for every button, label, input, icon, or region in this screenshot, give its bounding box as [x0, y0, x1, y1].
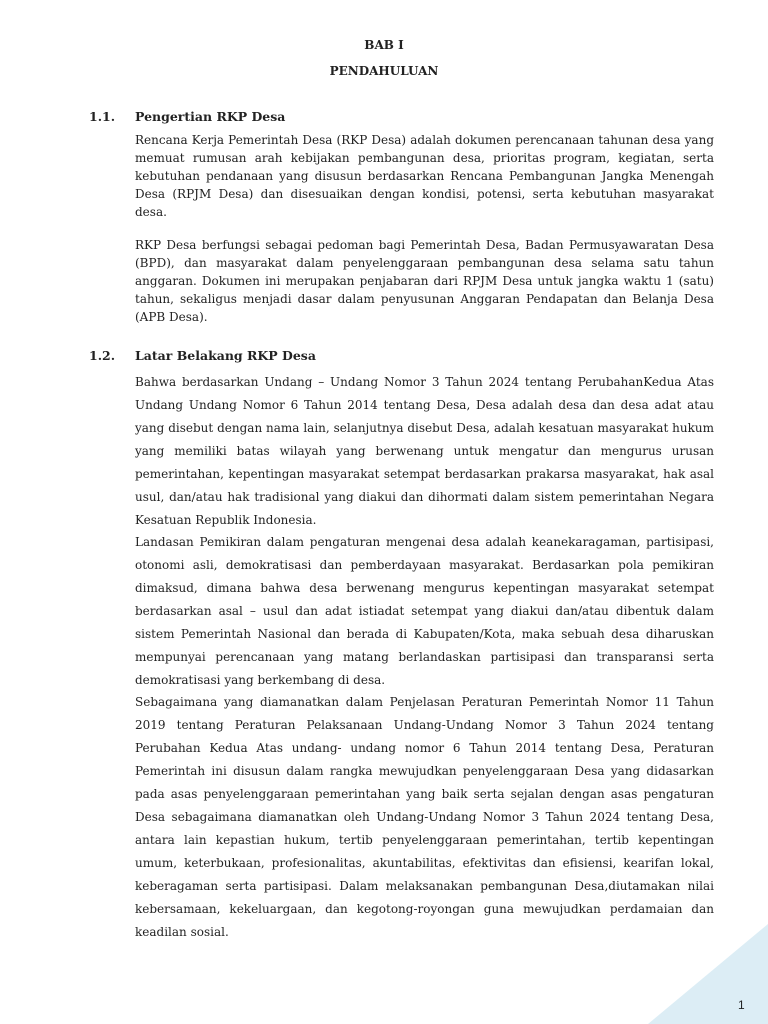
paragraph: Landasan Pemikiran dalam pengaturan mengenai desa adalah keanekaragaman, partisipasi, otonomi asli, demokratisasi dan pemberdayaan masyarakat. Berdasarkan pola pemikiran dimaksud, dimana bahwa desa berwenang mengurus kepentingan masyarakat setempat berdasarkan asal – usul dan adat istiadat setempat yang diakui dan/atau dibentuk dalam sistem Pemerintah Nasional dan berada di Kabupaten/Kota, maka sebuah desa diharuskan mempunyai perencanaan yang matang berlandaskan partisipasi dan transparansi serta demokratisasi yang berkembang di desa. [135, 535, 714, 687]
section-number: 1.2. [89, 348, 116, 363]
section-heading: Latar Belakang RKP Desa [135, 348, 316, 363]
paragraph: Rencana Kerja Pemerintah Desa (RKP Desa) adalah dokumen perencanaan tahunan desa yang memuat rumusan arah kebijakan pembangunan desa, prioritas program, kegiatan, serta kebutuhan pendanaan yang disusun berdasarkan Rencana Pembangunan Jangka Menengah Desa (RPJM Desa) dan disesuaikan dengan kondisi, potensi, serta kebutuhan masyarakat desa. [135, 133, 714, 219]
paragraph: RKP Desa berfungsi sebagai pedoman bagi Pemerintah Desa, Badan Permusyawaratan Desa (BPD), dan masyarakat dalam penyelenggaraan pembangunan desa selama satu tahun anggaran. Dokumen ini merupakan penjabaran dari RPJM Desa untuk jangka waktu 1 (satu) tahun, sekaligus menjadi dasar dalam penyusunan Anggaran Pendapatan dan Belanja Desa (APB Desa). [135, 238, 714, 324]
paragraph: Bahwa berdasarkan Undang – Undang Nomor 3 Tahun 2024 tentang PerubahanKedua Atas Undang Undang Nomor 6 Tahun 2014 tentang Desa, Desa adalah desa dan desa adat atau yang disebut dengan nama lain, selanjutnya disebut Desa, adalah kesatuan masyarakat hukum yang memiliki batas wilayah yang berwenang untuk mengatur dan mengurus urusan pemerintahan, kepentingan masyarakat setempat berdasarkan prakarsa masyarakat, hak asal usul, dan/atau hak tradisional yang diakui dan dihormati dalam sistem pemerintahan Negara Kesatuan Republik Indonesia. [135, 375, 714, 527]
paragraph: Sebagaimana yang diamanatkan dalam Penjelasan Peraturan Pemerintah Nomor 11 Tahun 2019 tentang Peraturan Pelaksanaan Undang-Undang Nomor 3 Tahun 2024 tentang Perubahan Kedua Atas undang- undang nomor 6 Tahun 2014 tentang Desa, Peraturan Pemerintah ini disusun dalam rangka mewujudkan penyelenggaraan Desa yang didasarkan pada asas penyelenggaraan pemerintahan yang baik serta sejalan dengan asas pengaturan Desa sebagaimana diamanatkan oleh Undang-Undang Nomor 3 Tahun 2024 tentang Desa, antara lain kepastian hukum, tertib penyelenggaraan pemerintahan, tertib kepentingan umum, keterbukaan, profesionalitas, akuntabilitas, efektivitas dan efisiensi, kearifan lokal, keberagaman serta partisipasi. Dalam melaksanakan pembangunan Desa,diutamakan nilai kebersamaan, kekeluargaan, dan kegotong-royongan guna mewujudkan perdamaian dan keadilan sosial. [135, 695, 714, 939]
section-heading: Pengertian RKP Desa [135, 109, 286, 124]
chapter-title: PENDAHULUAN [329, 64, 439, 78]
page-number: 1 [738, 998, 745, 1012]
corner-triangle-shape [648, 924, 768, 1024]
chapter-label: BAB I [364, 38, 404, 52]
section-number: 1.1. [89, 109, 116, 124]
corner-decoration [648, 924, 768, 1024]
